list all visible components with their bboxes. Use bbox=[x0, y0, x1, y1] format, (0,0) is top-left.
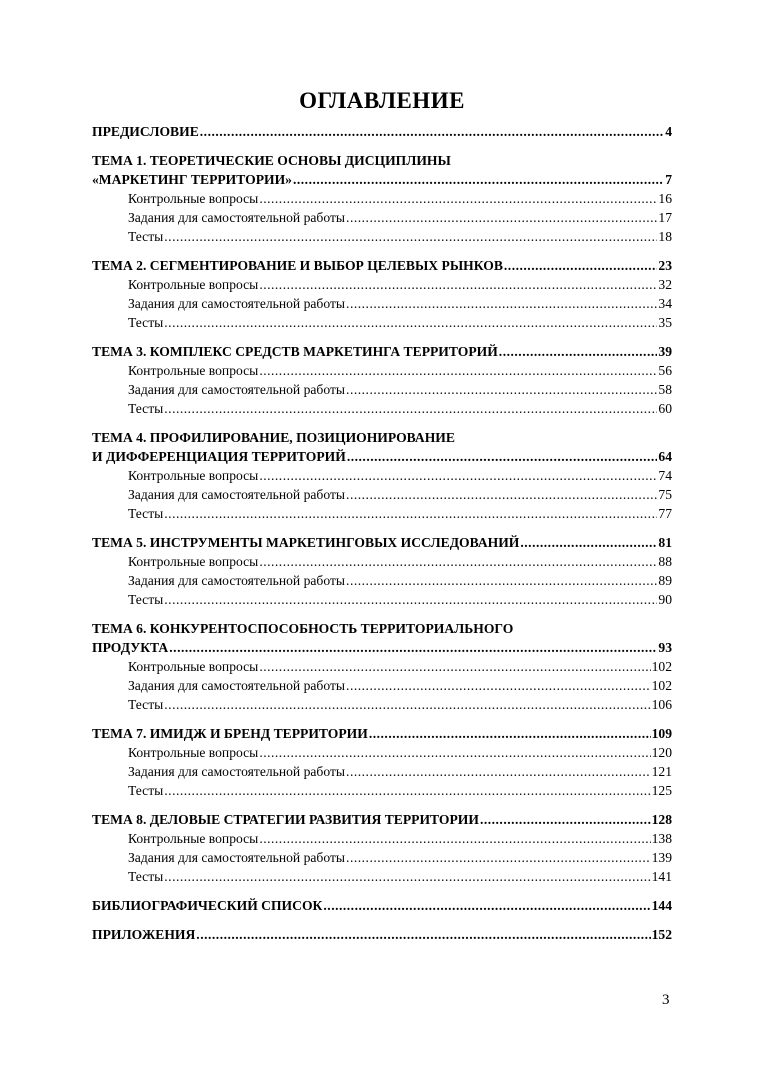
dot-leader bbox=[259, 829, 650, 848]
toc-item-label: Задания для самостоятельной работы bbox=[128, 678, 346, 693]
toc-page-number: 23 bbox=[658, 258, 672, 273]
toc-item-topic bbox=[92, 342, 672, 361]
toc-item-label: Тесты bbox=[128, 869, 164, 884]
toc-subitem bbox=[92, 695, 672, 714]
dot-leader bbox=[480, 810, 651, 829]
toc-page-number: 138 bbox=[651, 831, 672, 846]
table-of-contents bbox=[92, 122, 672, 944]
dot-leader bbox=[259, 275, 657, 294]
toc-page-number: 7 bbox=[665, 172, 672, 187]
toc-page-number: 106 bbox=[651, 697, 672, 712]
dot-leader bbox=[259, 743, 650, 762]
toc-page-number: 141 bbox=[651, 869, 672, 884]
topic-title-line: ТЕМА 4. ПРОФИЛИРОВАНИЕ, ПОЗИЦИОНИРОВАНИЕ bbox=[92, 430, 455, 445]
toc-subitem bbox=[92, 829, 672, 848]
dot-leader bbox=[323, 896, 650, 915]
toc-subitem bbox=[92, 552, 672, 571]
topic-list bbox=[92, 151, 672, 886]
toc-item-label: Контрольные вопросы bbox=[128, 745, 259, 760]
topic-title-line: ТЕМА 1. ТЕОРЕТИЧЕСКИЕ ОСНОВЫ ДИСЦИПЛИНЫ bbox=[92, 153, 451, 168]
toc-subitem bbox=[92, 399, 672, 418]
toc-item-appendices bbox=[92, 925, 672, 944]
toc-item-label: ПРОДУКТА bbox=[92, 640, 169, 655]
dot-leader bbox=[164, 590, 657, 609]
dot-leader bbox=[164, 504, 657, 523]
toc-item-label: Контрольные вопросы bbox=[128, 554, 259, 569]
toc-page-number: 74 bbox=[658, 468, 672, 483]
toc-item-label: ТЕМА 7. ИМИДЖ И БРЕНД ТЕРРИТОРИИ bbox=[92, 726, 368, 741]
toc-subitem bbox=[92, 313, 672, 332]
dot-leader bbox=[346, 294, 657, 313]
toc-item-label: Тесты bbox=[128, 229, 164, 244]
toc-page-number: 102 bbox=[651, 659, 672, 674]
toc-subitem bbox=[92, 227, 672, 246]
toc-item-label: «МАРКЕТИНГ ТЕРРИТОРИИ» bbox=[92, 172, 292, 187]
dot-leader bbox=[164, 399, 657, 418]
toc-item-label: Тесты bbox=[128, 592, 164, 607]
page-number: 3 bbox=[662, 992, 670, 1008]
toc-page-number: 109 bbox=[651, 726, 672, 741]
toc-item-label: Тесты bbox=[128, 506, 164, 521]
toc-subitem bbox=[92, 294, 672, 313]
toc-item-label: Контрольные вопросы bbox=[128, 191, 259, 206]
toc-item-label: ПРИЛОЖЕНИЯ bbox=[92, 927, 196, 942]
toc-page-number: 102 bbox=[651, 678, 672, 693]
toc-item-label: ТЕМА 3. КОМПЛЕКС СРЕДСТВ МАРКЕТИНГА ТЕРРИТОРИЙ bbox=[92, 344, 498, 359]
dot-leader bbox=[169, 638, 657, 657]
toc-item-label: ТЕМА 5. ИНСТРУМЕНТЫ МАРКЕТИНГОВЫХ ИССЛЕДОВАНИЙ bbox=[92, 535, 520, 550]
toc-page-number: 121 bbox=[651, 764, 672, 779]
dot-leader bbox=[259, 657, 650, 676]
toc-subitem bbox=[92, 676, 672, 695]
toc-item-topic bbox=[92, 724, 672, 743]
toc-item-topic bbox=[92, 256, 672, 275]
toc-item-label: Контрольные вопросы bbox=[128, 831, 259, 846]
toc-page-number: 32 bbox=[658, 277, 672, 292]
toc-item-label: Задания для самостоятельной работы bbox=[128, 573, 346, 588]
dot-leader bbox=[346, 762, 651, 781]
toc-item-label: Задания для самостоятельной работы bbox=[128, 764, 346, 779]
dot-leader bbox=[164, 227, 657, 246]
toc-item-label: ТЕМА 2. СЕГМЕНТИРОВАНИЕ И ВЫБОР ЦЕЛЕВЫХ РЫНКОВ bbox=[92, 258, 503, 273]
dot-leader bbox=[200, 122, 664, 141]
toc-page-number: 35 bbox=[658, 315, 672, 330]
dot-leader bbox=[346, 848, 651, 867]
toc-page-number: 90 bbox=[658, 592, 672, 607]
toc-item-topic bbox=[92, 447, 672, 466]
toc-subitem bbox=[92, 466, 672, 485]
toc-page-number: 120 bbox=[651, 745, 672, 760]
toc-page-number: 125 bbox=[651, 783, 672, 798]
toc-page-number: 34 bbox=[658, 296, 672, 311]
dot-leader bbox=[346, 571, 657, 590]
toc-item-label: ПРЕДИСЛОВИЕ bbox=[92, 124, 199, 139]
dot-leader bbox=[164, 313, 657, 332]
toc-page-number: 128 bbox=[651, 812, 672, 827]
toc-item-preface bbox=[92, 122, 672, 141]
toc-page-number: 139 bbox=[651, 850, 672, 865]
toc-item-label: И ДИФФЕРЕНЦИАЦИЯ ТЕРРИТОРИЙ bbox=[92, 449, 346, 464]
toc-item-label: Контрольные вопросы bbox=[128, 277, 259, 292]
toc-subitem bbox=[92, 657, 672, 676]
toc-subitem bbox=[92, 504, 672, 523]
dot-leader bbox=[504, 256, 658, 275]
toc-item-topic bbox=[92, 170, 672, 189]
toc-page-number: 88 bbox=[658, 554, 672, 569]
toc-page-number: 18 bbox=[658, 229, 672, 244]
dot-leader bbox=[520, 533, 657, 552]
topic-group bbox=[92, 810, 672, 886]
toc-page-number: 144 bbox=[651, 898, 672, 913]
toc-page-number: 77 bbox=[658, 506, 672, 521]
toc-page-number: 64 bbox=[658, 449, 672, 464]
toc-page-number: 16 bbox=[658, 191, 672, 206]
toc-page-number: 4 bbox=[665, 124, 672, 139]
toc-item-label: Контрольные вопросы bbox=[128, 468, 259, 483]
topic-group bbox=[92, 151, 672, 246]
dot-leader bbox=[259, 466, 657, 485]
toc-item-label: Задания для самостоятельной работы bbox=[128, 296, 346, 311]
toc-subitem bbox=[92, 485, 672, 504]
dot-leader bbox=[196, 925, 650, 944]
dot-leader bbox=[346, 485, 657, 504]
toc-page-number: 81 bbox=[658, 535, 672, 550]
toc-item-label: Тесты bbox=[128, 315, 164, 330]
toc-item-label: Контрольные вопросы bbox=[128, 659, 259, 674]
toc-page-number: 17 bbox=[658, 210, 672, 225]
dot-leader bbox=[346, 676, 651, 695]
toc-page-number: 60 bbox=[658, 401, 672, 416]
toc-subitem bbox=[92, 867, 672, 886]
toc-item-label: Задания для самостоятельной работы bbox=[128, 210, 346, 225]
toc-subitem bbox=[92, 189, 672, 208]
dot-leader bbox=[164, 695, 650, 714]
topic-title-line: ТЕМА 6. КОНКУРЕНТОСПОСОБНОСТЬ ТЕРРИТОРИАЛЬНОГО bbox=[92, 621, 514, 636]
toc-item-label: ТЕМА 8. ДЕЛОВЫЕ СТРАТЕГИИ РАЗВИТИЯ ТЕРРИТОРИИ bbox=[92, 812, 479, 827]
dot-leader bbox=[259, 189, 657, 208]
toc-item-label: Тесты bbox=[128, 401, 164, 416]
toc-subitem bbox=[92, 762, 672, 781]
dot-leader bbox=[499, 342, 658, 361]
dot-leader bbox=[164, 781, 650, 800]
toc-page-number: 93 bbox=[658, 640, 672, 655]
topic-group bbox=[92, 724, 672, 800]
dot-leader bbox=[259, 552, 657, 571]
topic-group bbox=[92, 256, 672, 332]
toc-page-number: 56 bbox=[658, 363, 672, 378]
toc-page-number: 152 bbox=[651, 927, 672, 942]
topic-group bbox=[92, 533, 672, 609]
topic-group bbox=[92, 428, 672, 523]
toc-item-topic bbox=[92, 638, 672, 657]
toc-subitem bbox=[92, 361, 672, 380]
toc-subitem bbox=[92, 208, 672, 227]
toc-subitem bbox=[92, 743, 672, 762]
toc-item-label: Задания для самостоятельной работы bbox=[128, 850, 346, 865]
toc-item-bibliography bbox=[92, 896, 672, 915]
toc-item-label: Задания для самостоятельной работы bbox=[128, 487, 346, 502]
dot-leader bbox=[346, 380, 657, 399]
dot-leader bbox=[293, 170, 664, 189]
dot-leader bbox=[346, 208, 657, 227]
topic-group bbox=[92, 619, 672, 714]
toc-subitem bbox=[92, 275, 672, 294]
toc-item-label: Тесты bbox=[128, 697, 164, 712]
toc-subitem bbox=[92, 571, 672, 590]
dot-leader bbox=[259, 361, 657, 380]
toc-item-topic bbox=[92, 533, 672, 552]
toc-page-number: 75 bbox=[658, 487, 672, 502]
toc-page-number: 58 bbox=[658, 382, 672, 397]
toc-page-number: 39 bbox=[658, 344, 672, 359]
dot-leader bbox=[347, 447, 658, 466]
toc-item-topic bbox=[92, 810, 672, 829]
toc-subitem bbox=[92, 848, 672, 867]
toc-item-label: Задания для самостоятельной работы bbox=[128, 382, 346, 397]
toc-subitem bbox=[92, 380, 672, 399]
dot-leader bbox=[164, 867, 650, 886]
toc-item-label: Тесты bbox=[128, 783, 164, 798]
toc-item-label: Контрольные вопросы bbox=[128, 363, 259, 378]
toc-item-label: БИБЛИОГРАФИЧЕСКИЙ СПИСОК bbox=[92, 898, 323, 913]
dot-leader bbox=[369, 724, 651, 743]
topic-group bbox=[92, 342, 672, 418]
page-title: ОГЛАВЛЕНИЕ bbox=[299, 88, 465, 113]
toc-subitem bbox=[92, 781, 672, 800]
toc-subitem bbox=[92, 590, 672, 609]
toc-page-number: 89 bbox=[658, 573, 672, 588]
